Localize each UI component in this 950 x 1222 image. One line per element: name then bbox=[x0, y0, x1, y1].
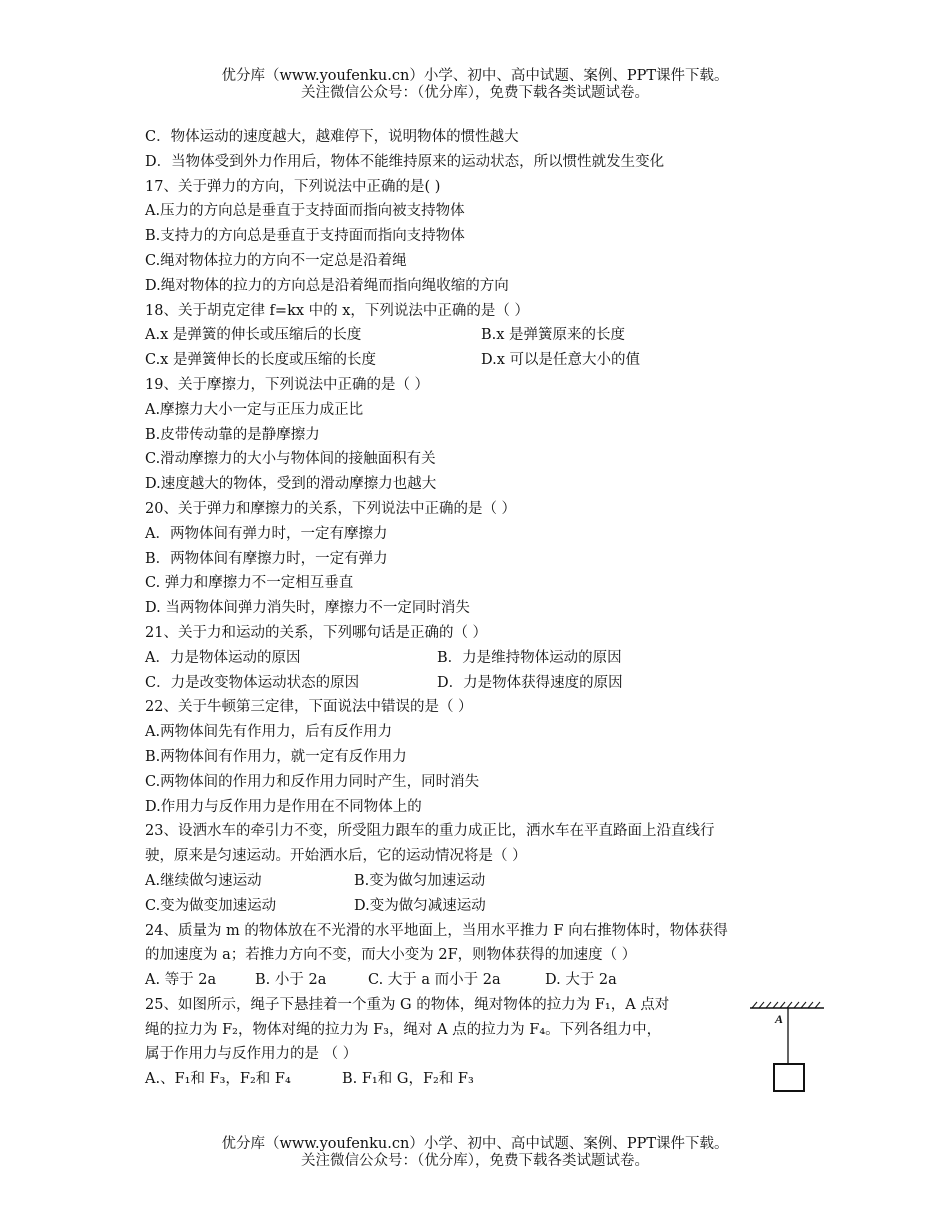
header-line-2: 关注微信公众号：（优分库），免费下载各类试题试卷。 bbox=[301, 85, 649, 101]
q20-stem: 20、关于弹力和摩擦力的关系，下列说法中正确的是（ ） bbox=[145, 500, 517, 517]
q17-option-b: B.支持力的方向总是垂直于支持面而指向支持物体 bbox=[145, 228, 465, 245]
q21-option-d: D．力是物体获得速度的原因 bbox=[437, 674, 623, 691]
q20-option-d: D. 当两物体间弹力消失时，摩擦力不一定同时消失 bbox=[145, 600, 470, 617]
q22-option-c: C.两物体间的作用力和反作用力同时产生，同时消失 bbox=[145, 773, 480, 790]
hanging-weight-figure bbox=[748, 1000, 828, 1100]
q24-stem-line-1: 24、质量为 m 的物体放在不光滑的水平地面上，当用水平推力 F 向右推物体时，物体获得 bbox=[145, 922, 728, 939]
q24-options bbox=[145, 968, 817, 993]
q18-option-c: C.x 是弹簧伸长的长度或压缩的长度 bbox=[145, 352, 376, 369]
q18-option-b: B.x 是弹簧原来的长度 bbox=[481, 327, 626, 344]
q23-options-cd bbox=[145, 894, 817, 919]
q22-stem: 22、关于牛顿第三定律，下面说法中错误的是（ ） bbox=[145, 699, 473, 716]
page-header bbox=[0, 68, 950, 102]
ceiling-hatch bbox=[752, 1002, 820, 1008]
q25-option-b: B. F₁和 G，F₂和 F₃ bbox=[342, 1071, 474, 1088]
q22-option-d: D.作用力与反作用力是作用在不同物体上的 bbox=[145, 798, 422, 815]
q23-stem-line-2: 驶，原来是匀速运动。开始洒水后，它的运动情况将是（ ） bbox=[145, 848, 527, 865]
q25-stem-line-1: 25、如图所示，绳子下悬挂着一个重为 G 的物体，绳对物体的拉力为 F₁，A 点对 bbox=[145, 996, 670, 1013]
q18-option-a: A.x 是弹簧的伸长或压缩后的长度 bbox=[145, 327, 362, 344]
q18-options-cd bbox=[145, 348, 817, 373]
q24-option-d: D. 大于 2a bbox=[545, 972, 617, 989]
q17-stem: 17、关于弹力的方向，下列说法中正确的是( ) bbox=[145, 178, 441, 195]
q19-stem: 19、关于摩擦力，下列说法中正确的是（ ） bbox=[145, 376, 430, 393]
q21-option-b: B．力是维持物体运动的原因 bbox=[437, 649, 622, 666]
q20-option-a: A．两物体间有弹力时，一定有摩擦力 bbox=[145, 525, 388, 542]
footer-line-1: 优分库（www.youfenku.cn）小学、初中、高中试题、案例、PPT课件下载。 bbox=[221, 1136, 729, 1152]
q18-option-d: D.x 可以是任意大小的值 bbox=[481, 352, 641, 369]
page-footer bbox=[0, 1136, 950, 1170]
header-line-1: 优分库（www.youfenku.cn）小学、初中、高中试题、案例、PPT课件下载。 bbox=[221, 68, 729, 84]
q23-option-b: B.变为做匀加速运动 bbox=[354, 872, 486, 889]
q18-stem: 18、关于胡克定律 f=kx 中的 x，下列说法中正确的是（ ） bbox=[145, 302, 530, 319]
q21-option-a: A．力是物体运动的原因 bbox=[145, 649, 301, 666]
q25-options bbox=[145, 1067, 817, 1092]
q23-option-d: D.变为做匀减速运动 bbox=[354, 897, 486, 914]
q21-options-ab bbox=[145, 646, 817, 671]
q20-option-b: B．两物体间有摩擦力时，一定有弹力 bbox=[145, 550, 388, 567]
question-body bbox=[145, 125, 817, 1092]
point-a-label: A bbox=[775, 1012, 784, 1026]
q19-option-a: A.摩擦力大小一定与正压力成正比 bbox=[145, 401, 364, 418]
q17-option-d: D.绳对物体的拉力的方向总是沿着绳而指向绳收缩的方向 bbox=[145, 277, 509, 294]
q21-option-c: C．力是改变物体运动状态的原因 bbox=[145, 674, 360, 691]
q24-option-b: B. 小于 2a bbox=[255, 972, 327, 989]
q24-option-a: A. 等于 2a bbox=[145, 972, 217, 989]
q20-option-c: C. 弹力和摩擦力不一定相互垂直 bbox=[145, 575, 354, 592]
footer-line-2: 关注微信公众号：（优分库），免费下载各类试题试卷。 bbox=[301, 1153, 649, 1169]
q22-option-a: A.两物体间先有作用力，后有反作用力 bbox=[145, 724, 393, 741]
q23-options-ab bbox=[145, 869, 817, 894]
q21-options-cd bbox=[145, 671, 817, 696]
q18-options-ab bbox=[145, 323, 817, 348]
q23-stem-line-1: 23、设洒水车的牵引力不变，所受阻力跟车的重力成正比，洒水车在平直路面上沿直线行 bbox=[145, 823, 715, 840]
q19-option-b: B.皮带传动靠的是静摩擦力 bbox=[145, 426, 320, 443]
q16-option-d: D．当物体受到外力作用后，物体不能维持原来的运动状态，所以惯性就发生变化 bbox=[145, 153, 665, 170]
q21-stem: 21、关于力和运动的关系，下列哪句话是正确的（ ） bbox=[145, 624, 488, 641]
hanging-block bbox=[774, 1064, 804, 1091]
q25-stem-line-2: 绳的拉力为 F₂，物体对绳的拉力为 F₃，绳对 A 点的拉力为 F₄。下列各组力中， bbox=[145, 1021, 662, 1038]
q23-option-a: A.继续做匀速运动 bbox=[145, 872, 262, 889]
q24-option-c: C. 大于 a 而小于 2a bbox=[368, 972, 501, 989]
q19-option-c: C.滑动摩擦力的大小与物体间的接触面积有关 bbox=[145, 451, 436, 468]
q22-option-b: B.两物体间有作用力，就一定有反作用力 bbox=[145, 748, 407, 765]
q23-option-c: C.变为做变加速运动 bbox=[145, 897, 277, 914]
q17-option-c: C.绳对物体拉力的方向不一定总是沿着绳 bbox=[145, 252, 407, 269]
q17-option-a: A.压力的方向总是垂直于支持面而指向被支持物体 bbox=[145, 203, 465, 220]
q25-stem-line-3: 属于作用力与反作用力的是 （ ） bbox=[145, 1046, 358, 1063]
q19-option-d: D.速度越大的物体，受到的滑动摩擦力也越大 bbox=[145, 476, 437, 493]
q25-option-a: A.、F₁和 F₃，F₂和 F₄ bbox=[145, 1071, 291, 1088]
q16-option-c: C．物体运动的速度越大，越难停下，说明物体的惯性越大 bbox=[145, 129, 519, 145]
q24-stem-line-2: 的加速度为 a；若推力方向不变，而大小变为 2F，则物体获得的加速度（ ） bbox=[145, 947, 637, 964]
